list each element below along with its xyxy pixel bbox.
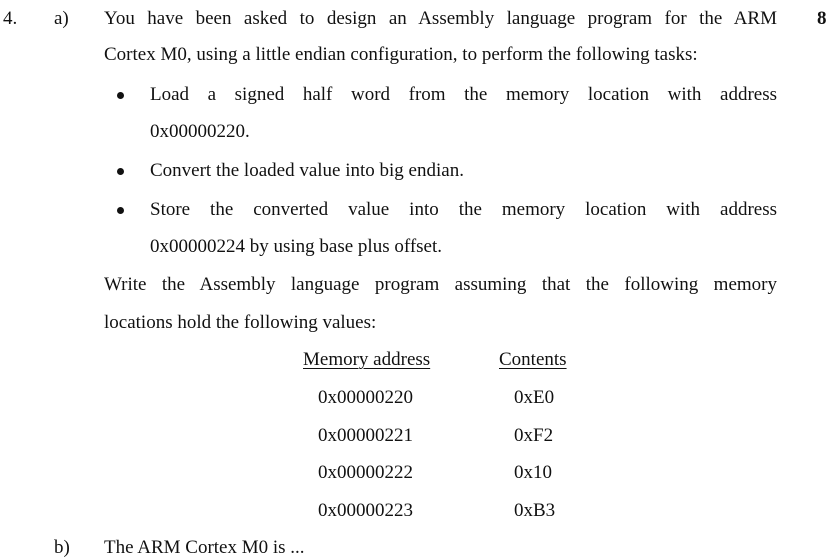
address-cell: 0x00000223 <box>318 500 413 521</box>
memory-address-header: Memory address <box>303 349 431 370</box>
part-label: a) <box>54 8 69 29</box>
question-number: 4. <box>3 8 18 29</box>
bullet-dot-icon <box>117 168 124 175</box>
contents-cell: 0xB3 <box>514 500 556 521</box>
write-line-2: locations hold the following values: <box>104 312 377 333</box>
address-cell: 0x00000220 <box>318 387 413 408</box>
contents-cell: 0x10 <box>514 462 552 483</box>
contents-header: Contents <box>499 349 567 370</box>
next-part-label: b) <box>54 537 70 558</box>
contents-cell: 0xF2 <box>514 425 554 446</box>
intro-line-2: Cortex M0, using a little endian configuration, to perform the following tasks: <box>104 44 698 65</box>
bullet-3-line-2: 0x00000224 by using base plus offset. <box>150 236 443 257</box>
bullet-3-line-1: Store the converted value into the memory location with address <box>150 199 777 220</box>
marks-label: 8 <box>817 8 827 29</box>
next-part-text: The ARM Cortex M0 is ... <box>104 537 305 558</box>
bullet-dot-icon <box>117 92 124 99</box>
bullet-2-line-1: Convert the loaded value into big endian. <box>150 160 464 181</box>
bullet-1-line-1: Load a signed half word from the memory location with address <box>150 84 777 105</box>
write-line-1: Write the Assembly language program assuming that the following memory <box>104 274 777 295</box>
address-cell: 0x00000221 <box>318 425 413 446</box>
intro-line-1: You have been asked to design an Assembly language program for the ARM <box>104 8 777 29</box>
contents-cell: 0xE0 <box>514 387 555 408</box>
next-part-cutoff <box>0 527 833 558</box>
bullet-dot-icon <box>117 207 124 214</box>
address-cell: 0x00000222 <box>318 462 413 483</box>
bullet-1-line-2: 0x00000220. <box>150 121 250 142</box>
